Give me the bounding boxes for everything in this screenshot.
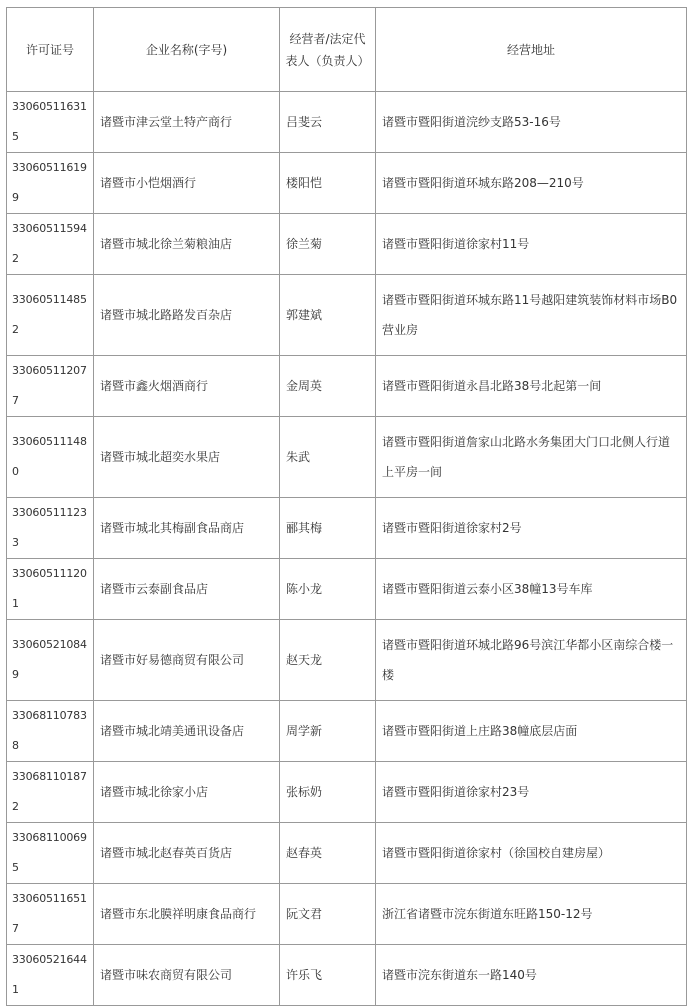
company-name-cell: 诸暨市城北靖美通讯设备店 — [94, 701, 280, 762]
address-cell: 诸暨市浣东街道东一路140号 — [376, 945, 687, 1006]
address-cell: 浙江省诸暨市浣东街道东旺路150-12号 — [376, 884, 687, 945]
table-row — [7, 153, 687, 214]
company-name-cell: 诸暨市鑫火烟酒商行 — [94, 356, 280, 417]
operator-cell: 赵天龙 — [280, 620, 376, 701]
company-name-cell: 诸暨市小恺烟酒行 — [94, 153, 280, 214]
license-cell: 330681100695 — [7, 823, 94, 884]
operator-cell: 吕斐云 — [280, 92, 376, 153]
company-name-cell: 诸暨市城北路路发百杂店 — [94, 275, 280, 356]
company-name-cell: 诸暨市城北徐家小店 — [94, 762, 280, 823]
table-row — [7, 214, 687, 275]
address-cell: 诸暨市暨阳街道徐家村（徐国校自建房屋） — [376, 823, 687, 884]
operator-cell: 赵春英 — [280, 823, 376, 884]
license-cell: 330681107838 — [7, 701, 94, 762]
table-row — [7, 620, 687, 701]
company-name-cell: 诸暨市城北徐兰菊粮油店 — [94, 214, 280, 275]
company-name-cell: 诸暨市城北赵春英百货店 — [94, 823, 280, 884]
table-row — [7, 945, 687, 1006]
company-name-cell: 诸暨市云泰副食品店 — [94, 559, 280, 620]
address-cell: 诸暨市暨阳街道环城北路96号滨江华都小区南综合楼一楼 — [376, 620, 687, 701]
address-cell: 诸暨市暨阳街道永昌北路38号北起第一间 — [376, 356, 687, 417]
header-address: 经营地址 — [376, 8, 687, 92]
license-table-container — [6, 7, 686, 1006]
company-name-cell: 诸暨市东北膜祥明康食品商行 — [94, 884, 280, 945]
operator-cell: 张标奶 — [280, 762, 376, 823]
operator-cell: 楼阳恺 — [280, 153, 376, 214]
table-row — [7, 762, 687, 823]
address-cell: 诸暨市暨阳街道詹家山北路水务集团大门口北侧人行道上平房一间 — [376, 417, 687, 498]
table-row — [7, 275, 687, 356]
license-cell: 330605115942 — [7, 214, 94, 275]
operator-cell: 朱武 — [280, 417, 376, 498]
address-cell: 诸暨市暨阳街道浣纱支路53-16号 — [376, 92, 687, 153]
license-cell: 330681101872 — [7, 762, 94, 823]
company-name-cell: 诸暨市津云堂土特产商行 — [94, 92, 280, 153]
header-license-no: 许可证号 — [7, 8, 94, 92]
operator-cell: 许乐飞 — [280, 945, 376, 1006]
table-row — [7, 417, 687, 498]
table-header-row — [7, 8, 687, 92]
license-cell: 330605112077 — [7, 356, 94, 417]
license-cell: 330605111480 — [7, 417, 94, 498]
table-row — [7, 559, 687, 620]
header-operator: 经营者/法定代表人（负责人） — [280, 8, 376, 92]
license-cell: 330605116199 — [7, 153, 94, 214]
license-cell: 330605114852 — [7, 275, 94, 356]
company-name-cell: 诸暨市味农商贸有限公司 — [94, 945, 280, 1006]
table-row — [7, 498, 687, 559]
address-cell: 诸暨市暨阳街道徐家村23号 — [376, 762, 687, 823]
address-cell: 诸暨市暨阳街道徐家村2号 — [376, 498, 687, 559]
table-row — [7, 823, 687, 884]
operator-cell: 徐兰菊 — [280, 214, 376, 275]
license-cell: 330605111233 — [7, 498, 94, 559]
license-cell: 330605116315 — [7, 92, 94, 153]
address-cell: 诸暨市暨阳街道上庄路38幢底层店面 — [376, 701, 687, 762]
license-table — [6, 7, 687, 1006]
license-cell: 330605111201 — [7, 559, 94, 620]
operator-cell: 周学新 — [280, 701, 376, 762]
company-name-cell: 诸暨市城北超奕水果店 — [94, 417, 280, 498]
address-cell: 诸暨市暨阳街道徐家村11号 — [376, 214, 687, 275]
operator-cell: 陈小龙 — [280, 559, 376, 620]
operator-cell: 金周英 — [280, 356, 376, 417]
company-name-cell: 诸暨市城北其梅副食品商店 — [94, 498, 280, 559]
license-cell: 330605116517 — [7, 884, 94, 945]
operator-cell: 郭建斌 — [280, 275, 376, 356]
address-cell: 诸暨市暨阳街道云泰小区38幢13号车库 — [376, 559, 687, 620]
operator-cell: 阮文君 — [280, 884, 376, 945]
address-cell: 诸暨市暨阳街道环城东路11号越阳建筑装饰材料市场B0营业房 — [376, 275, 687, 356]
table-row — [7, 884, 687, 945]
operator-cell: 郦其梅 — [280, 498, 376, 559]
header-company-name: 企业名称(字号) — [94, 8, 280, 92]
company-name-cell: 诸暨市好易德商贸有限公司 — [94, 620, 280, 701]
table-row — [7, 356, 687, 417]
address-cell: 诸暨市暨阳街道环城东路208—210号 — [376, 153, 687, 214]
table-row — [7, 92, 687, 153]
table-row — [7, 701, 687, 762]
license-cell: 330605216441 — [7, 945, 94, 1006]
license-cell: 330605210849 — [7, 620, 94, 701]
